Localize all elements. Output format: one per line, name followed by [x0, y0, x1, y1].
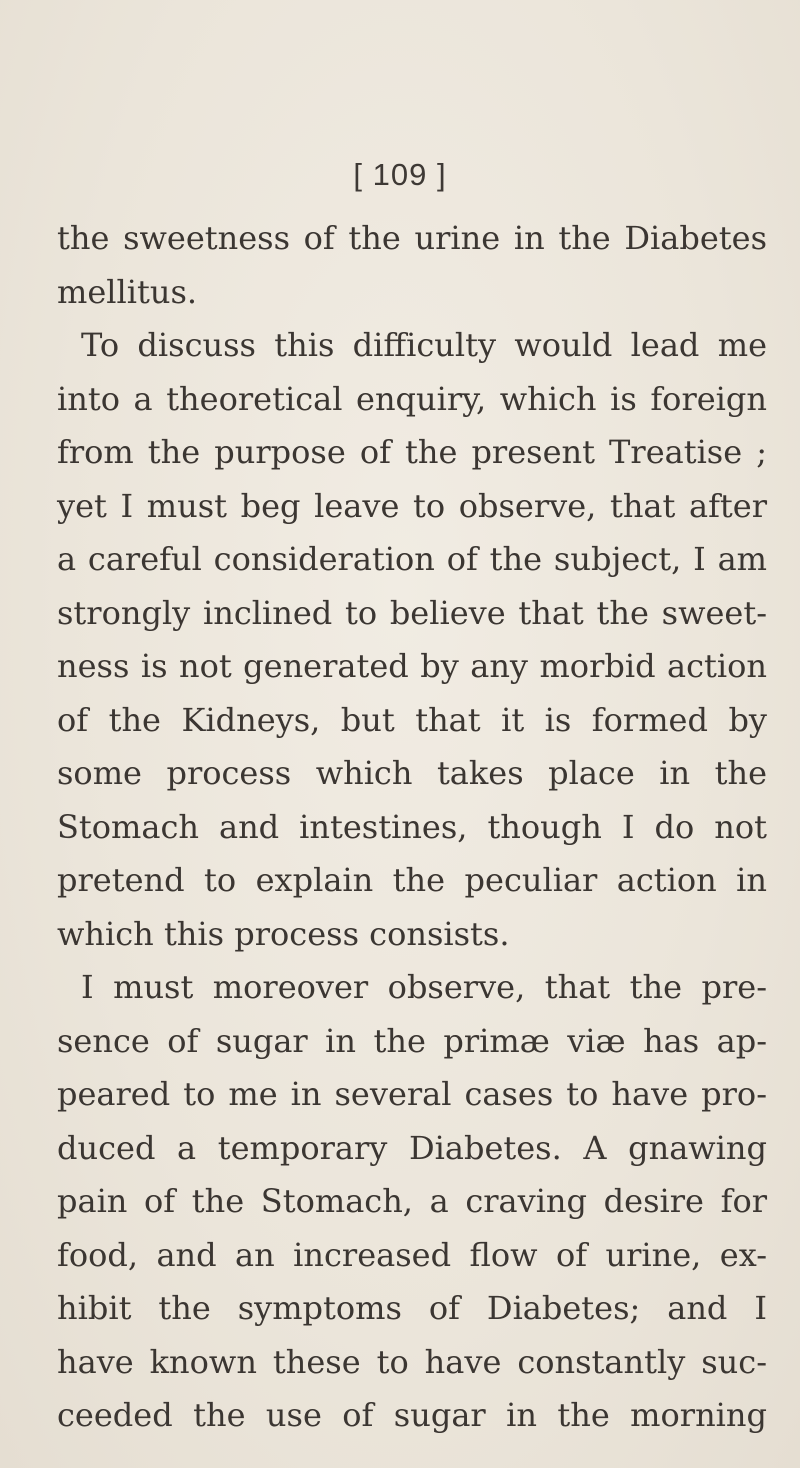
text-line: into a theoretical enquiry, which is foreign [57, 379, 767, 418]
text-line: yet I must beg leave to observe, that after [57, 486, 767, 525]
text-line: which this process consists. [57, 914, 510, 953]
text-line: ceeded the use of sugar in the morning [57, 1396, 767, 1434]
text-line: pain of the Stomach, a craving desire for [57, 1182, 767, 1220]
text-line: duced a temporary Diabetes. A gnawing [57, 1128, 767, 1167]
text-line: the sweetness of the urine in the Diabetes [57, 219, 767, 257]
page-number: [ 109 ] [353, 157, 447, 192]
text-line: ness is not generated by any morbid action [57, 647, 767, 685]
text-line: strongly inclined to believe that the sweet- [57, 593, 767, 632]
text-line: pretend to explain the peculiar action in [57, 861, 767, 899]
text-line: food, and an increased flow of urine, ex- [57, 1235, 767, 1274]
text-line: have known these to have constantly suc- [57, 1342, 767, 1381]
text-line: from the purpose of the present Treatise ; [57, 433, 767, 471]
text-line: hibit the symptoms of Diabetes; and I [57, 1289, 767, 1327]
text-line: sence of sugar in the primæ viæ has ap- [57, 1021, 767, 1060]
body-text [57, 212, 767, 1443]
text-line: To discuss this difficulty would lead me [81, 326, 767, 364]
text-line: peared to me in several cases to have pro- [57, 1075, 767, 1113]
text-line: a careful consideration of the subject, I am [57, 540, 767, 578]
text-line: I must moreover observe, that the pre- [81, 968, 767, 1006]
text-line: some process which takes place in the [57, 754, 767, 792]
text-line: Stomach and intestines, though I do not [57, 807, 767, 846]
text-line: of the Kidneys, but that it is formed by [57, 700, 767, 739]
text-line: mellitus. [57, 272, 198, 311]
